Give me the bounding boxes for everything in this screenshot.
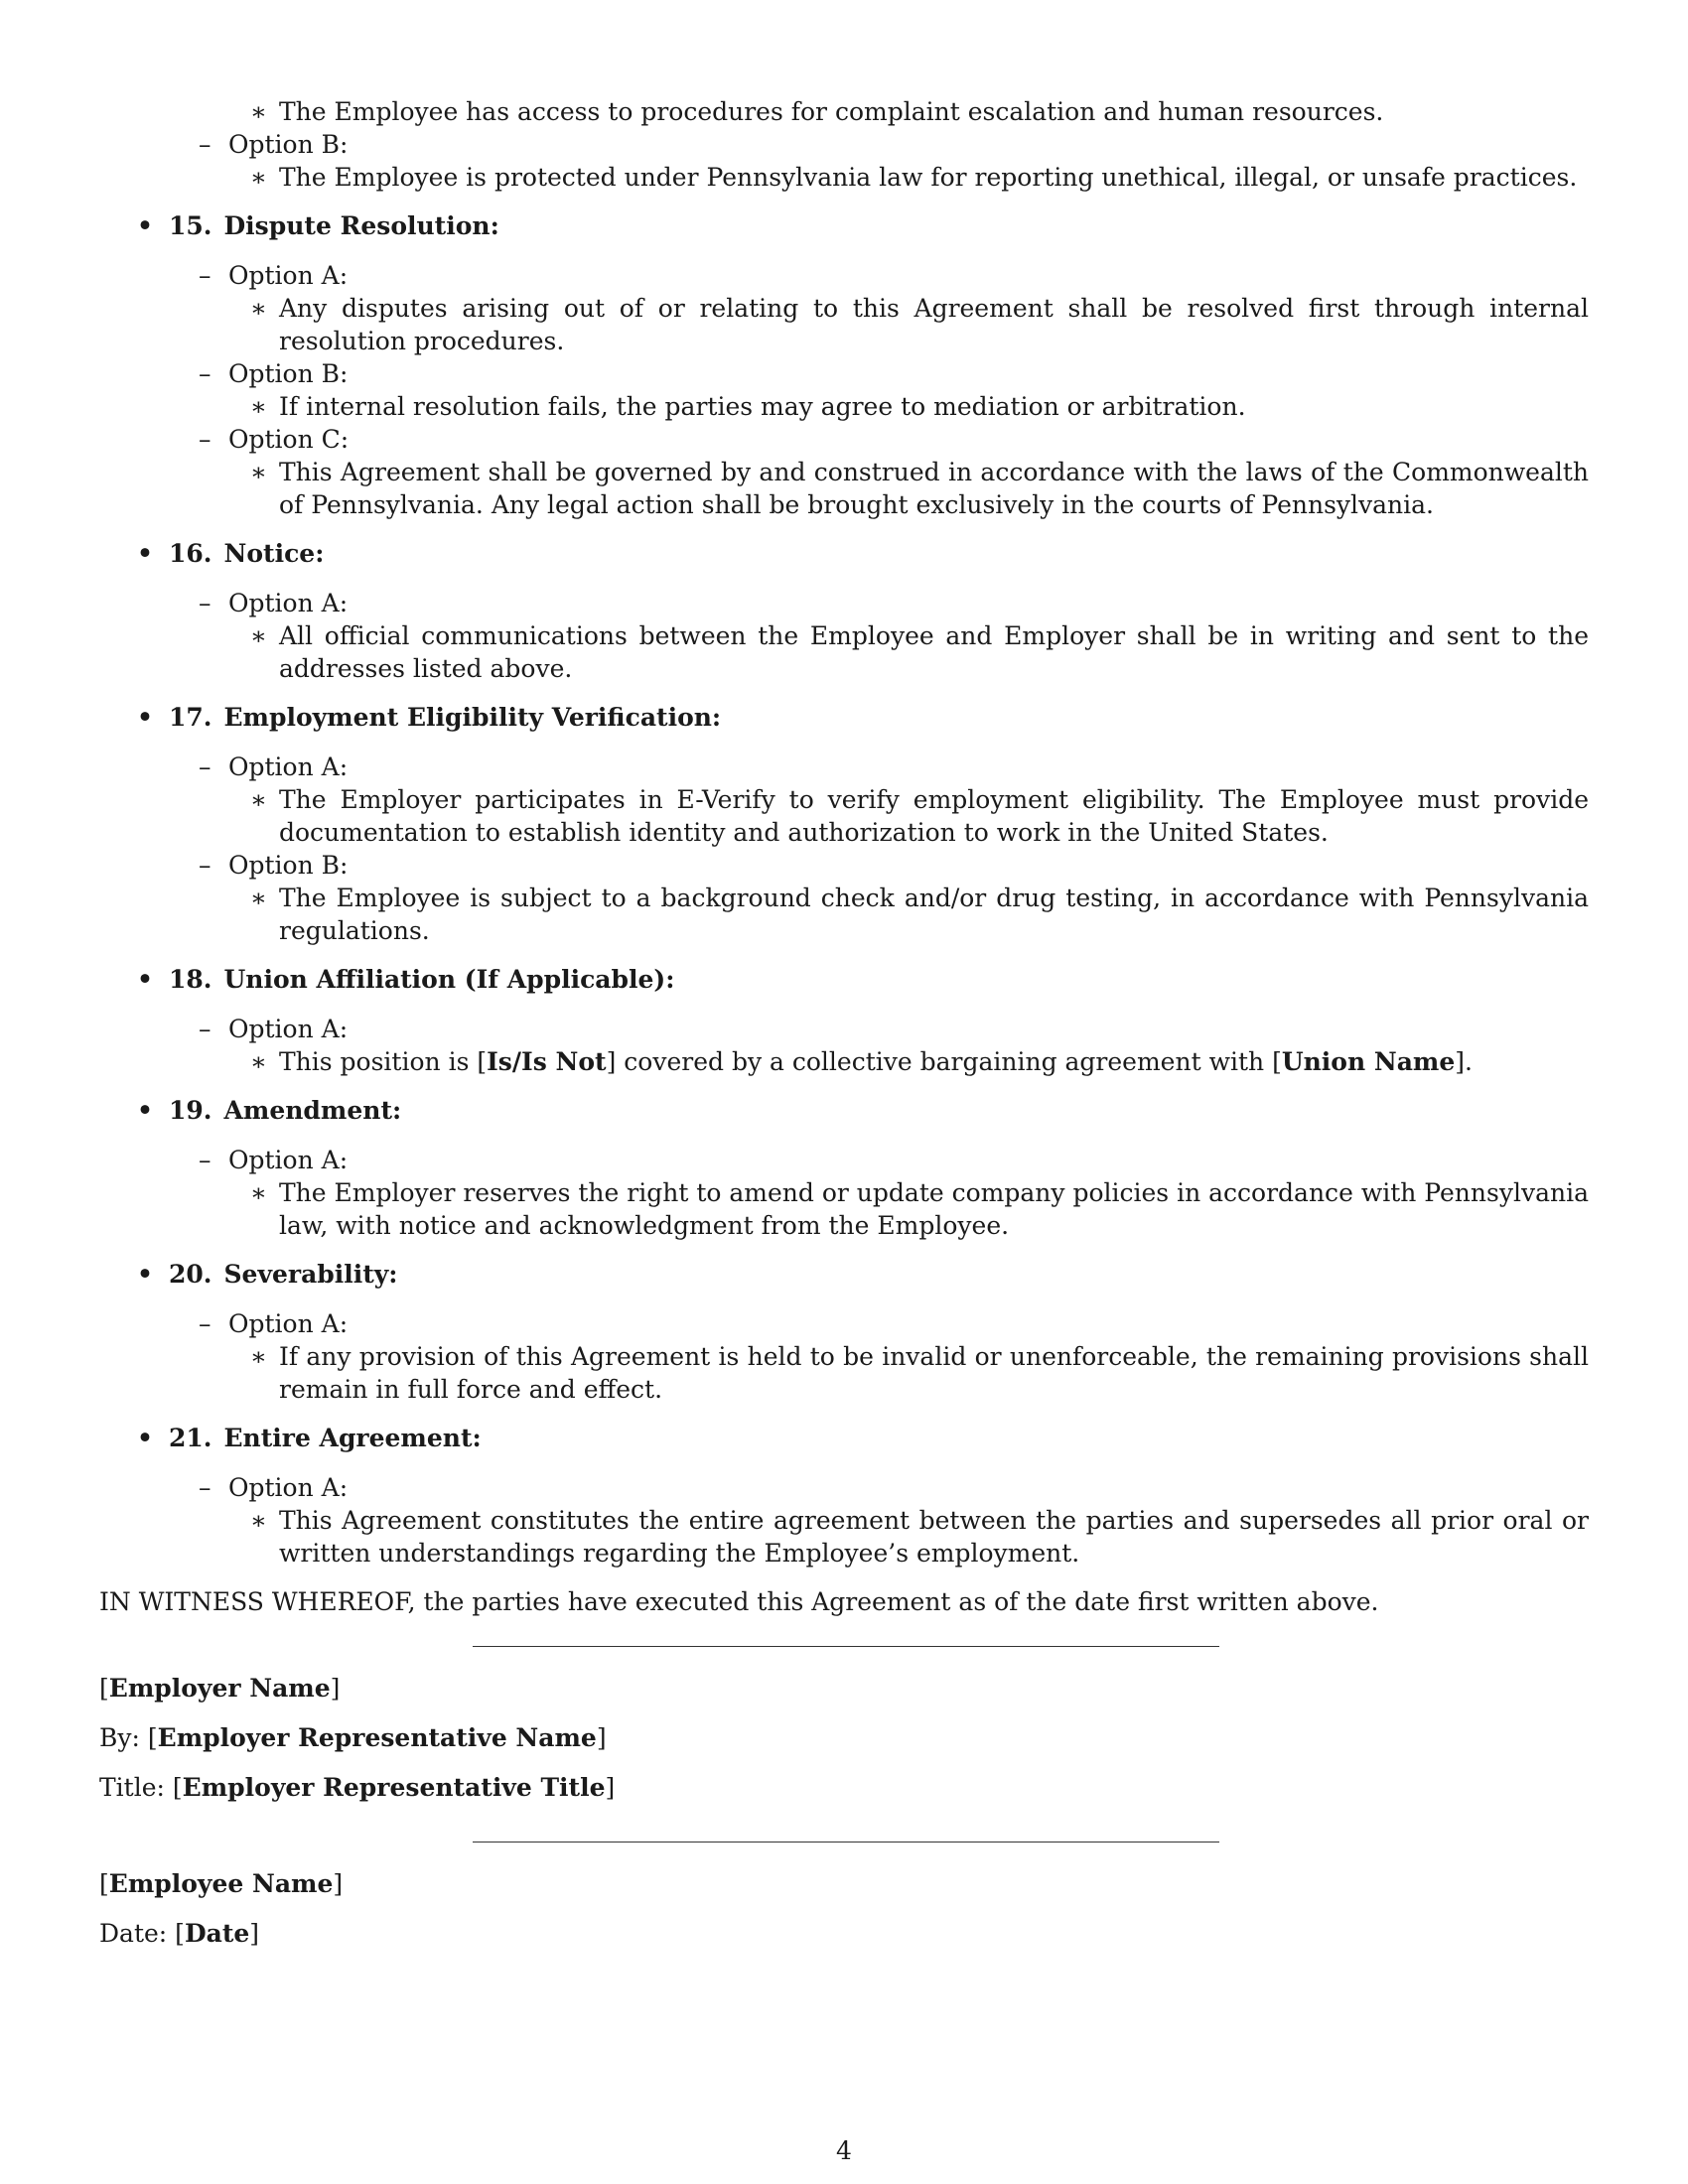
signature-date: Date [184,1919,250,1948]
clause-text: The Employee is protected under Pennsylvania law for reporting unethical, illegal, or unsafe practices. [279,163,1578,192]
employee-name: Employee Name [108,1869,334,1898]
section-20 [99,1258,1589,1406]
document-page [99,95,1589,1950]
option-label: – Option B: [199,130,349,159]
section-19 [99,1094,1589,1242]
option-label: – Option A: [199,261,349,290]
clause-item: ∗ The Employee is subject to a background check and/or drug testing, in accordance with Pennsylvania regulations. [250,884,1589,945]
clause-item: ∗ The Employer reserves the right to amend or update company policies in accordance with Pennsylvania law, with notice and acknowledgment from the Employee. [250,1178,1589,1240]
section-heading: • 18. Union Affiliation (If Applicable): [137,965,675,994]
section-heading: • 15. Dispute Resolution: [137,211,499,240]
dash-bullet: – [199,130,211,159]
employer-name: Employer Name [108,1674,331,1703]
employer-signature-block: [Employer Name] By: [Employer Representative Name] Title: [Employer Representative Title] [99,1674,616,1802]
clause-item: ∗ If internal resolution fails, the parties may agree to mediation or arbitration. [250,392,1246,421]
section-21 [99,1422,1589,1570]
section-heading: • 17. Employment Eligibility Verification: [137,703,722,732]
employee-signature-block: [Employee Name] Date: [Date] [99,1869,344,1948]
section-17 [99,701,1589,947]
clause-item: ∗ This Agreement constitutes the entire agreement between the parties and supersedes all prior oral or written understandings regarding the Employee’s employment. [250,1506,1589,1568]
option-label: – Option A: [199,1309,349,1338]
section-18 [99,963,1589,1078]
clause-item [99,95,1589,128]
option-label: – Option C: [199,425,350,454]
option-label: – Option B: [199,851,349,880]
option-label: – Option B: [199,359,349,388]
clause-text: The Employee has access to procedures for complaint escalation and human resources. [279,97,1384,126]
page-number: 4 [836,2136,852,2165]
section-heading: • 16. Notice: [137,539,325,568]
option-label: – Option A: [199,589,349,617]
employer-rep-title: Employer Representative Title [182,1773,606,1802]
clause-item [99,161,1589,194]
section-heading: • 21. Entire Agreement: [137,1424,482,1452]
section-heading: • 19. Amendment: [137,1096,402,1125]
asterisk-bullet: ∗ [250,163,267,192]
clause-item: ∗ The Employer participates in E-Verify to verify employment eligibility. The Employee must provide documentation to establish identity and authorization to work in the United States. [250,785,1589,847]
section-heading: • 20. Severability: [137,1260,398,1289]
section-15 [99,209,1589,521]
option-label: – Option A: [199,1015,349,1043]
option-label: – Option A: [199,752,349,781]
employer-rep-name: Employer Representative Name [157,1723,597,1752]
witness-clause: IN WITNESS WHEREOF, the parties have executed this Agreement as of the date first written above. [99,1587,1379,1616]
section-16 [99,537,1589,685]
section-14-tail [99,95,1589,194]
option-label: – Option A: [199,1146,349,1174]
clause-item: ∗ If any provision of this Agreement is held to be invalid or unenforceable, the remaining provisions shall remain in full force and effect. [250,1342,1589,1404]
asterisk-bullet: ∗ [250,97,267,126]
clause-item: ∗ All official communications between the Employee and Employer shall be in writing and sent to the addresses listed above. [250,621,1589,683]
clause-item: ∗ This Agreement shall be governed by and construed in accordance with the laws of the Commonwealth of Pennsylvania. Any legal action shall be brought exclusively in the courts of Pennsylvania. [250,458,1589,519]
bullet: • [137,211,153,240]
clause-item: ∗ This position is [Is/Is Not] covered by a collective bargaining agreement with [Union Name]. [250,1047,1473,1076]
clause-item: ∗ Any disputes arising out of or relating to this Agreement shall be resolved first through internal resolution procedures. [250,294,1589,355]
placeholder-field: Union Name [1281,1047,1456,1076]
option-label: – Option A: [199,1473,349,1502]
placeholder-field: Is/Is Not [487,1047,607,1076]
